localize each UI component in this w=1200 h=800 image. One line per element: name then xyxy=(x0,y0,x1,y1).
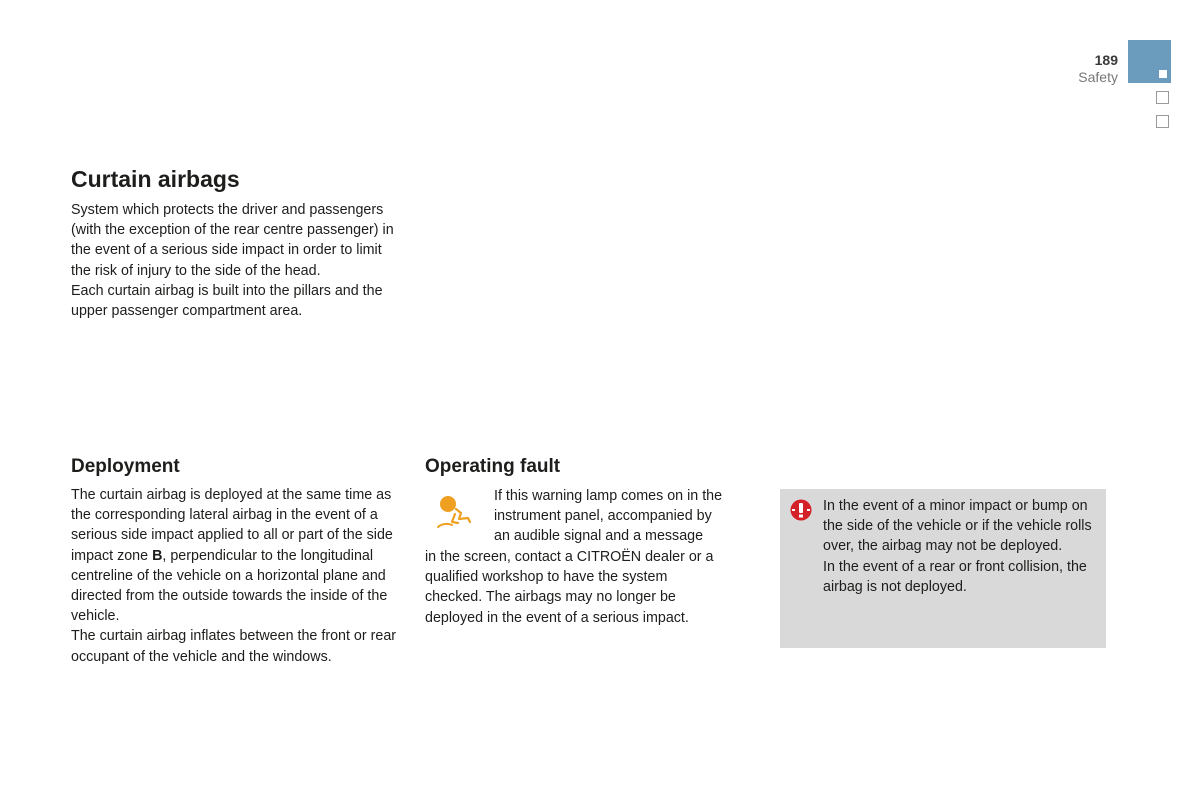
zone-label: B xyxy=(152,547,163,564)
curtain-paragraph: System which protects the driver and passengers (with the exception of the rear centre passenger) in the event of a serious side impact in order to limit the risk of injury to the side of the head. xyxy=(71,202,394,279)
operating-fault-heading: Operating fault xyxy=(425,456,561,477)
note-paragraph: In the event of a rear or front collision, the airbag is not deployed. xyxy=(823,558,1087,595)
chapter-marker-empty xyxy=(1156,115,1169,128)
fault-continuation: in the screen, contact a CITROËN dealer or a qualified workshop to have the system checked. The airbags may no longer be deployed in the event of a serious impact. xyxy=(425,549,714,626)
fault-line: If this warning lamp comes on in the xyxy=(494,488,723,504)
deployment-paragraph: The curtain airbag inflates between the front or rear occupant of the vehicle and the windows. xyxy=(71,628,397,665)
page-number: 189 xyxy=(1094,52,1118,68)
page-title: Curtain airbags xyxy=(71,166,240,192)
fault-line: instrument panel, accompanied by xyxy=(494,508,712,525)
airbag-warning-lamp-icon xyxy=(432,492,476,532)
chapter-marker-filled xyxy=(1159,70,1167,78)
chapter-marker-empty xyxy=(1156,91,1169,104)
fault-intro xyxy=(494,486,754,547)
deployment-heading: Deployment xyxy=(71,456,180,477)
deployment-text xyxy=(71,485,403,667)
section-name: Safety xyxy=(1078,69,1118,85)
curtain-description xyxy=(71,200,401,321)
deployment-paragraph: The curtain airbag is deployed at the same time as the corresponding lateral airbag in the event of a serious side impact applied to all or part of the side impact zone B, perpendicular to the longitudinal centreline of the vehicle on a horizontal plane and directed from the outside towards the inside of the vehicle. xyxy=(71,487,393,625)
warning-note-text xyxy=(823,496,1098,597)
note-paragraph: In the event of a minor impact or bump on the side of the vehicle or if the vehicle rolls over, the airbag may not be deployed. xyxy=(823,498,1092,555)
curtain-paragraph: Each curtain airbag is built into the pillars and the upper passenger compartment area. xyxy=(71,282,383,320)
fault-line: an audible signal and a message xyxy=(494,528,704,545)
warning-exclamation-icon xyxy=(790,499,812,521)
